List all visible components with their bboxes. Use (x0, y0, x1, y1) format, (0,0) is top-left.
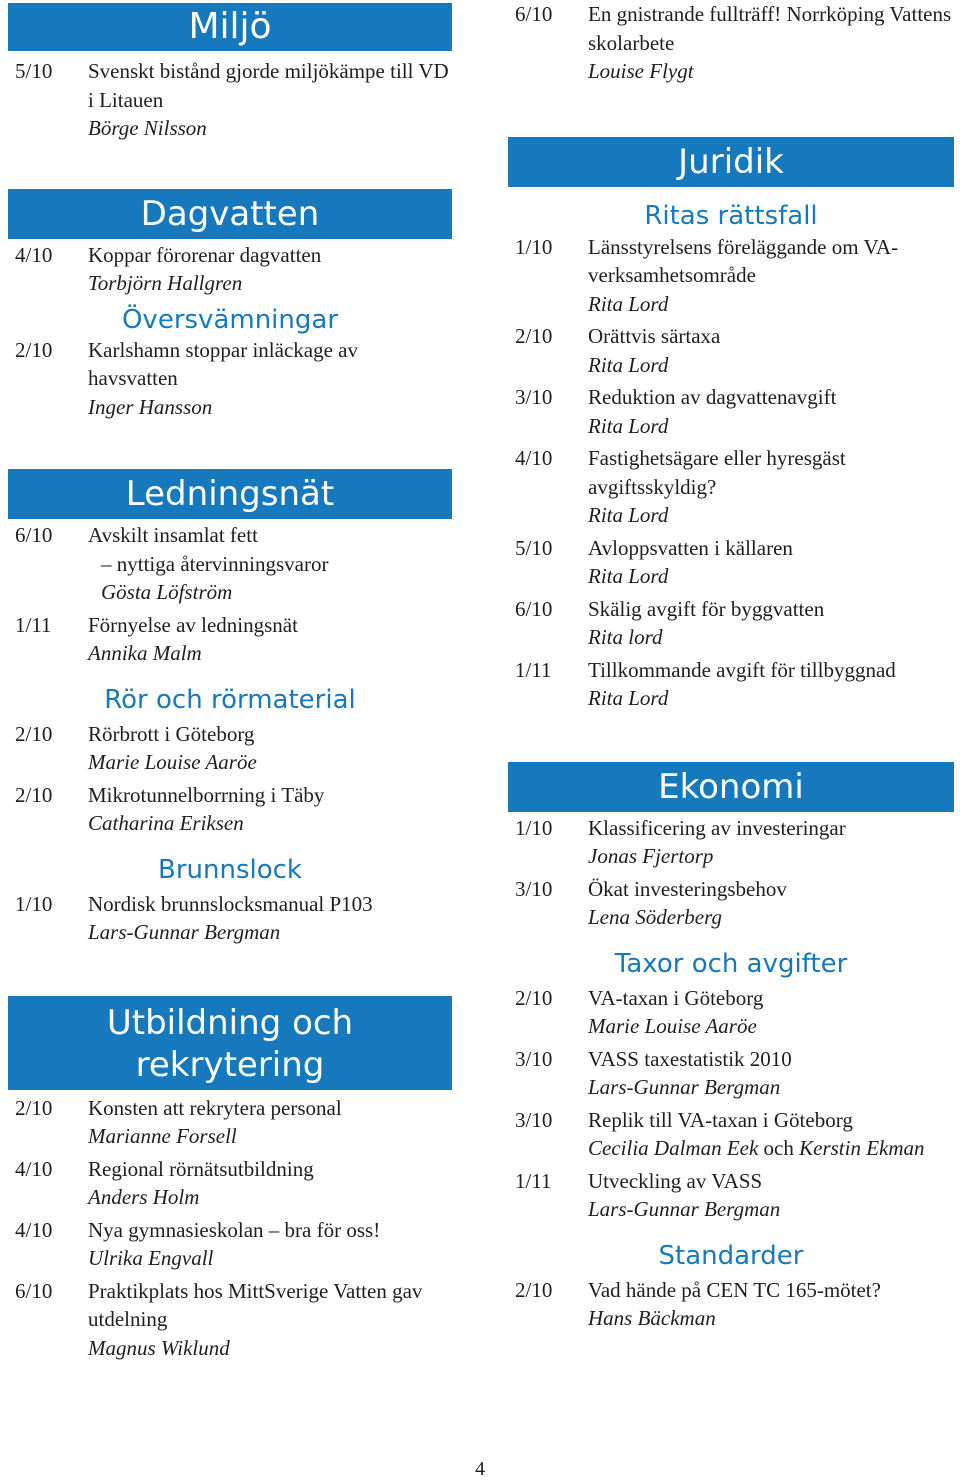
entry-title: Tillkommande avgift för tillbyggnad (588, 657, 896, 682)
left-column (8, 0, 452, 1362)
entry-author: Börge Nilsson (88, 116, 207, 140)
entry-date: 3/10 (515, 1046, 553, 1071)
list-item (508, 1276, 954, 1333)
entry-author (588, 1134, 954, 1163)
entry-author: Catharina Eriksen (88, 811, 244, 835)
entry-date: 3/10 (515, 876, 553, 901)
entry-author: Rita Lord (588, 352, 669, 377)
entry-author: Rita Lord (588, 291, 669, 316)
entry-date: 3/10 (515, 1107, 553, 1132)
section-heading-ledningsnat: Ledningsnät (8, 469, 452, 519)
entry-author: Marianne Forsell (88, 1124, 237, 1148)
entry-title: Skälig avgift för byggvatten (588, 596, 825, 621)
entry-date: 2/10 (515, 1277, 553, 1302)
entry-date: 1/10 (515, 234, 553, 259)
entry-title: Nordisk brunnslocksmanual P103 (88, 891, 373, 916)
entry-title: Reduktion av dagvattenavgift (588, 385, 837, 409)
list-item (508, 656, 954, 713)
entry-author: Gösta Löfström (101, 580, 233, 604)
entry-date: 1/11 (515, 657, 552, 682)
entry-title: Länsstyrelsens föreläggande om VA-verksamhetsområde (588, 234, 899, 287)
entry-author: Lena Söderberg (588, 905, 722, 929)
list-item (508, 534, 954, 591)
list-item (508, 444, 954, 530)
list-item (508, 875, 954, 932)
entry-author: Marie Louise Aaröe (588, 1014, 757, 1038)
entry-author: Inger Hansson (88, 394, 213, 419)
entry-date: 4/10 (15, 242, 53, 267)
entry-date: 6/10 (15, 1278, 53, 1303)
entry-author: Jonas Fjertorp (588, 844, 714, 868)
list-item (8, 781, 452, 838)
entry-title: En gnistrande fullträff! Norrköping Vattens skolarbete (588, 2, 952, 55)
subsection-heading-ror: Rör och rörmaterial (104, 684, 356, 715)
entry-author-b: Kerstin Ekman (799, 1136, 925, 1160)
entry-date: 1/11 (515, 1168, 552, 1193)
section-heading-juridik: Juridik (508, 137, 954, 187)
entry-date: 1/10 (515, 815, 553, 840)
list-item (508, 1167, 954, 1224)
entry-author: Torbjörn Hallgren (88, 271, 243, 295)
entry-title: Fastighetsägare eller hyresgäst avgiftsskyldig? (588, 446, 846, 499)
list-item (508, 814, 954, 871)
list-item (508, 595, 954, 652)
list-item (508, 233, 954, 319)
entry-author: Lars-Gunnar Bergman (588, 1197, 781, 1221)
entry-title: Replik till VA-taxan i Göteborg (588, 1107, 853, 1132)
entry-date: 3/10 (515, 385, 553, 409)
entry-title-continuation: – nyttiga återvinningsvaror (101, 551, 329, 576)
entry-title: Karlshamn stoppar inläckage av havsvatten (88, 337, 358, 390)
section-heading-dagvatten: Dagvatten (8, 189, 452, 239)
list-item (8, 521, 452, 607)
entry-date: 4/10 (15, 1217, 53, 1242)
entry-date: 5/10 (15, 59, 53, 83)
entry-date: 2/10 (15, 721, 53, 746)
entry-author: Anders Holm (88, 1185, 200, 1209)
section-heading-miljo: Miljö (8, 3, 452, 51)
entry-date: 4/10 (15, 1156, 53, 1181)
list-item (8, 720, 452, 777)
list-item (8, 1216, 452, 1273)
entry-title: Klassificering av investeringar (588, 815, 846, 840)
entry-author-join: och (763, 1136, 794, 1160)
entry-author-a: Cecilia Dalman Eek (588, 1136, 759, 1160)
entry-date: 2/10 (15, 1095, 53, 1120)
entry-author: Lars-Gunnar Bergman (88, 920, 281, 944)
entry-date: 2/10 (515, 985, 553, 1010)
list-item (508, 0, 954, 86)
list-item (8, 336, 452, 422)
list-item (8, 890, 452, 947)
entry-author: Louise Flygt (588, 59, 694, 83)
list-item (8, 1094, 452, 1151)
entry-date: 6/10 (515, 2, 553, 26)
section-heading-utbildning (8, 996, 452, 1090)
entry-title: Vad hände på CEN TC 165-mötet? (588, 1277, 881, 1302)
entry-title: Praktikplats hos MittSverige Vatten gav utdelning (88, 1278, 423, 1331)
entry-date: 2/10 (15, 337, 53, 362)
entry-title: Mikrotunnelborrning i Täby (88, 782, 325, 807)
list-item (8, 1155, 452, 1212)
list-item (8, 241, 452, 298)
entry-title: Konsten att rekrytera personal (88, 1095, 342, 1120)
entry-author: Rita Lord (588, 564, 669, 588)
entry-author: Rita Lord (588, 503, 669, 527)
subsection-heading-standarder: Standarder (658, 1240, 804, 1271)
entry-author: Ulrika Engvall (88, 1246, 214, 1270)
entry-author: Magnus Wiklund (88, 1335, 230, 1360)
entry-title: Ökat investeringsbehov (588, 876, 787, 901)
list-item (8, 57, 452, 143)
entry-author: Hans Bäckman (588, 1306, 716, 1330)
list-item (508, 1045, 954, 1102)
entry-date: 4/10 (515, 446, 553, 470)
entry-title: Avskilt insamlat fett (88, 523, 258, 547)
entry-author: Marie Louise Aaröe (88, 750, 257, 774)
list-item (508, 322, 954, 379)
entry-date: 1/10 (15, 891, 53, 916)
right-column (508, 0, 954, 1333)
entry-date: 1/11 (15, 612, 52, 637)
entry-title: Nya gymnasieskolan – bra för oss! (88, 1217, 381, 1242)
entry-title: Orättvis särtaxa (588, 324, 721, 348)
entry-title: Förnyelse av ledningsnät (88, 612, 298, 637)
entry-title: VA-taxan i Göteborg (588, 985, 764, 1010)
entry-author: Rita Lord (588, 686, 669, 710)
entry-date: 2/10 (15, 782, 53, 807)
section-heading-line-2: rekrytering (135, 1044, 325, 1085)
entry-title: Avloppsvatten i källaren (588, 535, 793, 560)
page-number: 4 (475, 1458, 485, 1480)
entry-title: VASS taxestatistik 2010 (588, 1046, 792, 1071)
entry-author: Rita lord (588, 625, 663, 649)
list-item (508, 383, 954, 440)
list-item (508, 984, 954, 1041)
entry-title: Rörbrott i Göteborg (88, 721, 255, 746)
list-item (8, 1277, 452, 1363)
entry-author: Lars-Gunnar Bergman (588, 1075, 781, 1099)
section-heading-ekonomi: Ekonomi (508, 762, 954, 812)
entry-date: 6/10 (15, 523, 53, 547)
subsection-heading-brunnslock: Brunnslock (158, 854, 302, 885)
subsection-heading-oversvamningar: Översvämningar (121, 304, 339, 335)
section-heading-line-1: Utbildning och (106, 1002, 354, 1043)
entry-title: Svenskt bistånd gjorde miljökämpe till VD i Litauen (88, 59, 449, 112)
subsection-heading-ritas-rattsfall: Ritas rättsfall (644, 200, 818, 231)
entry-date: 5/10 (515, 535, 553, 560)
subsection-heading-taxor: Taxor och avgifter (614, 948, 848, 979)
entry-title: Utveckling av VASS (588, 1168, 763, 1193)
entry-author: Rita Lord (588, 413, 669, 438)
entry-date: 2/10 (515, 324, 553, 348)
entry-date: 6/10 (515, 596, 553, 621)
list-item (8, 611, 452, 668)
entry-author: Annika Malm (88, 641, 202, 665)
list-item (508, 1106, 954, 1163)
entry-title: Koppar förorenar dagvatten (88, 242, 322, 267)
entry-title: Regional rörnätsutbildning (88, 1156, 314, 1181)
